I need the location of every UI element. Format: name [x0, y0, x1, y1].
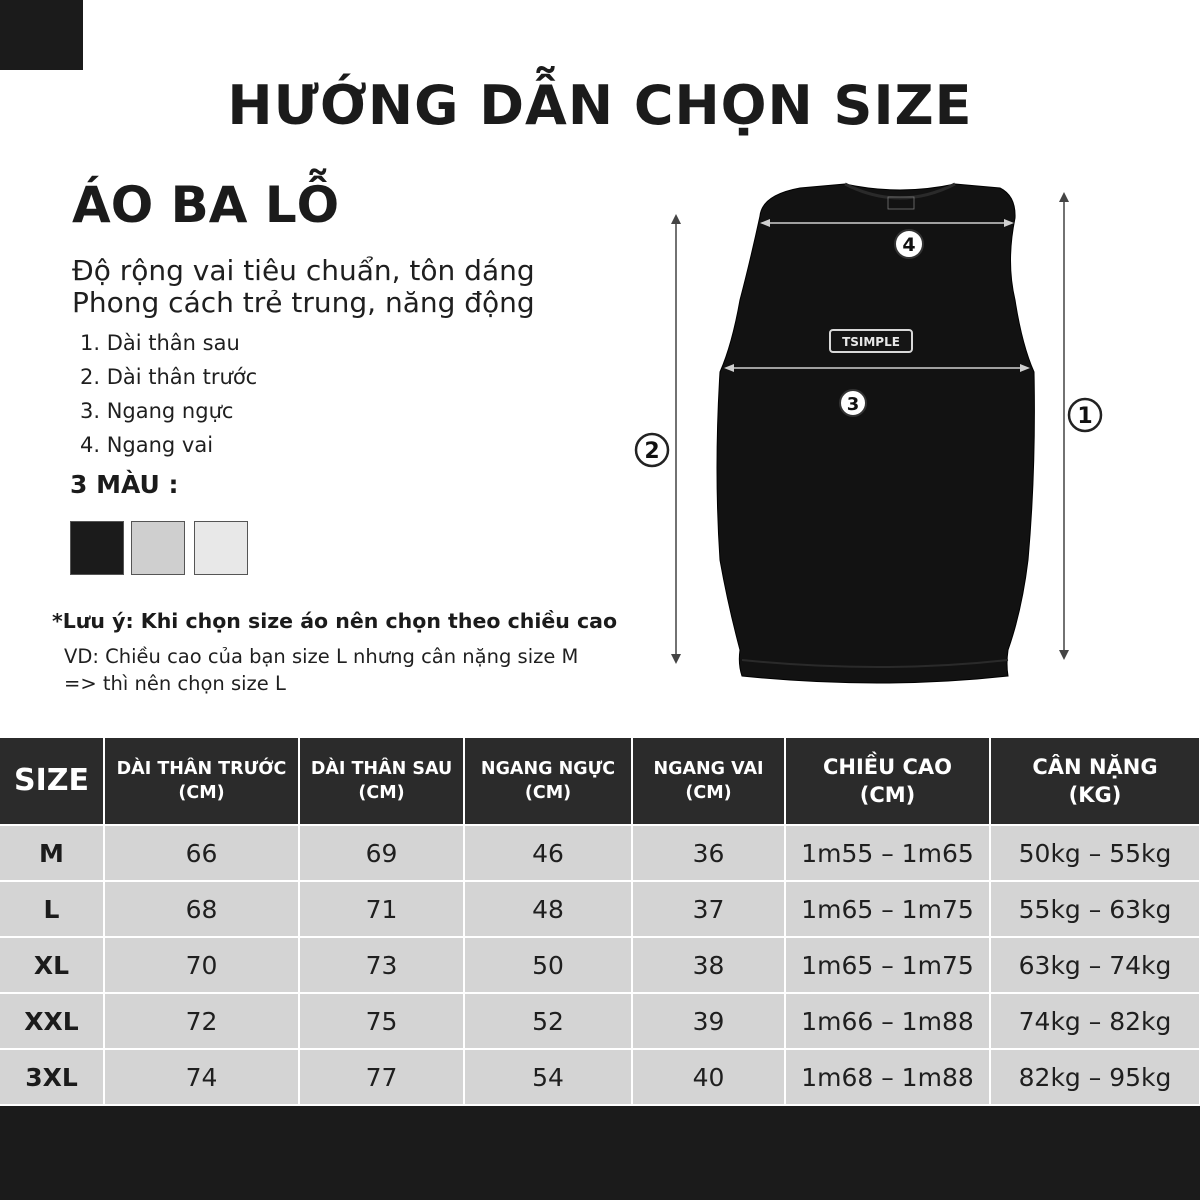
- table-cell: 40: [632, 1049, 785, 1105]
- table-cell: 1m68 – 1m88: [785, 1049, 990, 1105]
- table-cell: 82kg – 95kg: [990, 1049, 1200, 1105]
- table-row: [0, 825, 1200, 881]
- table-row: [0, 1049, 1200, 1105]
- table-body: [0, 825, 1200, 1105]
- table-cell: 38: [632, 937, 785, 993]
- table-cell: 50kg – 55kg: [990, 825, 1200, 881]
- tank-top-icon: [717, 184, 1034, 683]
- table-cell: 68: [104, 881, 299, 937]
- tagline-2: Phong cách trẻ trung, năng động: [72, 286, 535, 319]
- measurement-list: [80, 326, 257, 462]
- measurement-item: 4. Ngang vai: [80, 433, 214, 457]
- table-cell: 55kg – 63kg: [990, 881, 1200, 937]
- table-cell: 52: [464, 993, 632, 1049]
- note-title: *Lưu ý: Khi chọn size áo nên chọn theo chiều cao: [52, 609, 618, 633]
- tank-top-illustration: [620, 170, 1140, 710]
- table-header-row: [0, 737, 1200, 825]
- table-cell: 1m65 – 1m75: [785, 881, 990, 937]
- table-cell: 63kg – 74kg: [990, 937, 1200, 993]
- measurement-item: 2. Dài thân trước: [80, 365, 258, 389]
- svg-text:3: 3: [846, 394, 860, 415]
- header-shoulder: NGANG VAI (CM): [632, 737, 785, 825]
- color-swatch-black[interactable]: [70, 521, 124, 575]
- table-cell: 75: [299, 993, 464, 1049]
- measurement-item: 1. Dài thân sau: [80, 331, 240, 355]
- size-cell: L: [0, 881, 104, 937]
- table-row: [0, 937, 1200, 993]
- table-row: [0, 881, 1200, 937]
- header-weight: CÂN NẶNG (KG): [990, 737, 1200, 825]
- table-cell: 46: [464, 825, 632, 881]
- shirt-logo-text: TSIMPLE: [842, 335, 900, 349]
- table-cell: 71: [299, 881, 464, 937]
- size-cell: M: [0, 825, 104, 881]
- table-cell: 50: [464, 937, 632, 993]
- header-size: SIZE: [0, 737, 104, 825]
- measurement-item: 3. Ngang ngực: [80, 399, 234, 423]
- table-cell: 72: [104, 993, 299, 1049]
- table-cell: 74: [104, 1049, 299, 1105]
- page-title: HƯỚNG DẪN CHỌN SIZE: [227, 74, 973, 137]
- table-cell: 1m55 – 1m65: [785, 825, 990, 881]
- color-swatch-white[interactable]: [194, 521, 248, 575]
- svg-text:2: 2: [644, 439, 660, 464]
- corner-block: [0, 0, 83, 70]
- note-line: VD: Chiều cao của bạn size L nhưng cân nặng size M: [64, 645, 579, 668]
- table-cell: 66: [104, 825, 299, 881]
- table-cell: 73: [299, 937, 464, 993]
- header-front-length: DÀI THÂN TRƯỚC (CM): [104, 737, 299, 825]
- product-name: ÁO BA LỖ: [72, 176, 340, 234]
- table-cell: 69: [299, 825, 464, 881]
- tagline-1: Độ rộng vai tiêu chuẩn, tôn dáng: [72, 254, 535, 287]
- size-table: [0, 736, 1200, 1106]
- table-cell: 1m66 – 1m88: [785, 993, 990, 1049]
- size-cell: 3XL: [0, 1049, 104, 1105]
- svg-text:4: 4: [902, 234, 916, 256]
- table-cell: 48: [464, 881, 632, 937]
- color-swatch-grey[interactable]: [131, 521, 185, 575]
- table-cell: 36: [632, 825, 785, 881]
- size-cell: XXL: [0, 993, 104, 1049]
- table-cell: 1m65 – 1m75: [785, 937, 990, 993]
- table-cell: 54: [464, 1049, 632, 1105]
- note-line: => thì nên chọn size L: [64, 672, 286, 695]
- colors-label: 3 MÀU :: [70, 470, 179, 499]
- table-row: [0, 993, 1200, 1049]
- table-cell: 70: [104, 937, 299, 993]
- table-cell: 74kg – 82kg: [990, 993, 1200, 1049]
- svg-text:1: 1: [1077, 404, 1093, 429]
- footer-band: [0, 1106, 1200, 1200]
- table-cell: 77: [299, 1049, 464, 1105]
- table-cell: 37: [632, 881, 785, 937]
- header-height: CHIỀU CAO (CM): [785, 737, 990, 825]
- header-back-length: DÀI THÂN SAU (CM): [299, 737, 464, 825]
- header-chest: NGANG NGỰC (CM): [464, 737, 632, 825]
- table-cell: 39: [632, 993, 785, 1049]
- size-cell: XL: [0, 937, 104, 993]
